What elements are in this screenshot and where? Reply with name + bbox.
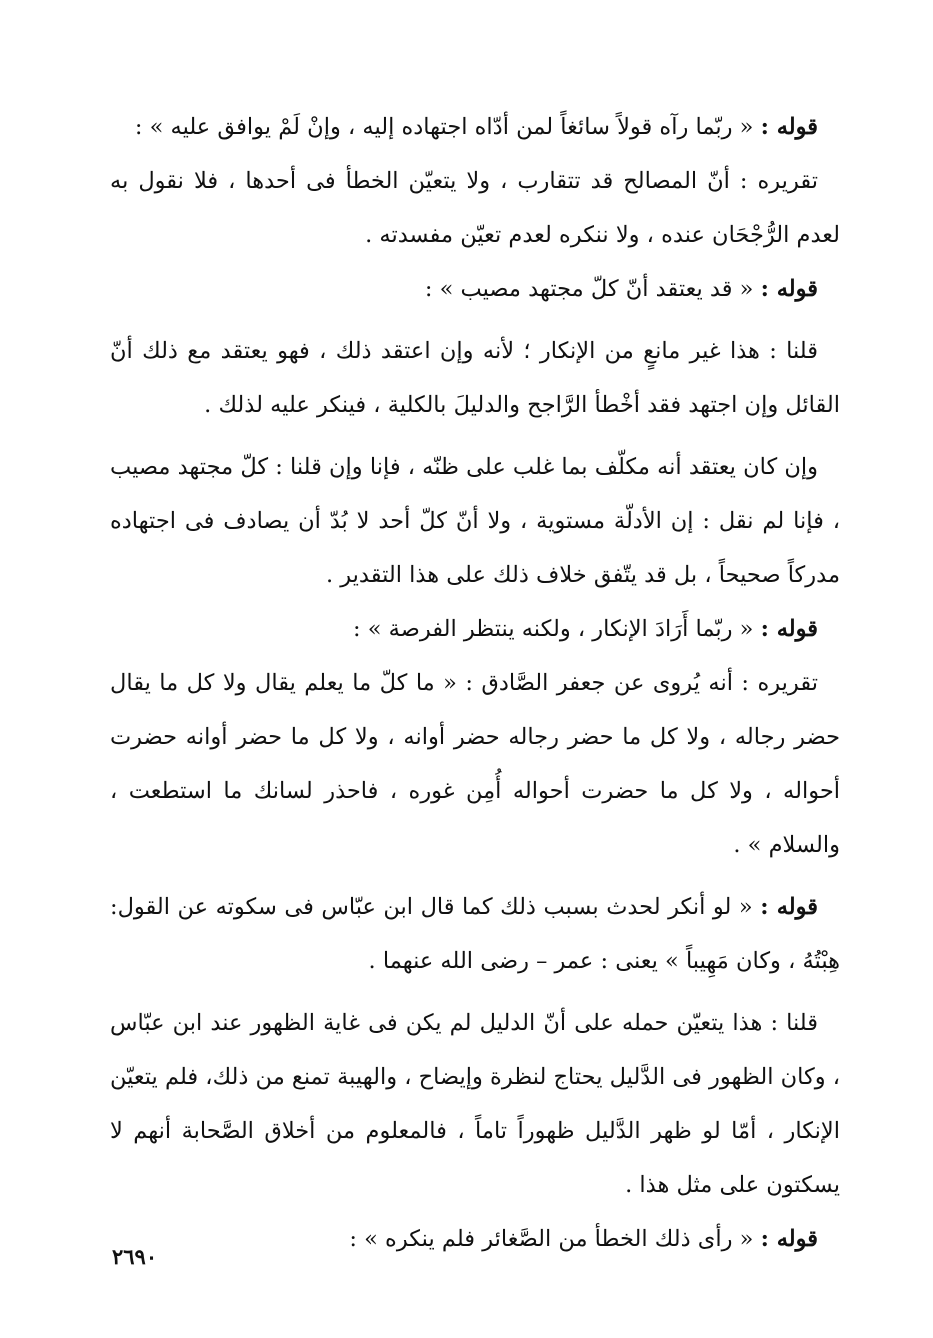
paragraph — [110, 440, 840, 602]
paragraph — [110, 154, 840, 262]
paragraph — [110, 880, 840, 988]
paragraph-text: « قد يعتقد أنّ كلّ مجتهد مصيب » : — [424, 276, 761, 302]
page-number: ٢٦٩٠ — [112, 1244, 158, 1269]
paragraph — [110, 602, 840, 656]
paragraph-text: « رأى ذلك الخطأ من الصَّغائر فلم ينكره » : — [349, 1226, 761, 1252]
paragraph-text: تقريره : أنّ المصالح قد تتقارب ، ولا يتعيّن الخطأ فى أحدها ، فلا نقول به لعدم الرُّجْحَان عنده ، ولا ننكره لعدم تعيّن مفسدته . — [110, 168, 840, 248]
paragraph-text: تقريره : أنه يُروى عن جعفر الصَّادق : « ما كلّ ما يعلم يقال ولا كل ما يقال حضر رجاله ، ولا كل ما حضر رجاله حضر أوانه ، ولا كل ما حضر أوانه حضرت أحواله ، ولا كل ما حضرت أحواله أُمِن غوره ، فاحذر لسانك ما استطعت ، والسلام » . — [110, 670, 841, 858]
paragraph — [110, 656, 840, 872]
paragraph-lead: قوله : — [760, 114, 818, 140]
paragraph-lead: قوله : — [760, 276, 818, 302]
paragraph-text: « ربّما رآه قولاً سائغاً لمن أدّاه اجتهاده إليه ، وإنْ لَمْ يوافق عليه » : — [134, 114, 761, 140]
paragraph — [110, 1212, 840, 1266]
paragraph-text: « لو أنكر لحدث بسبب ذلك كما قال ابن عبّاس فى سكوته عن القول: هِبْتُهُ ، وكان مَهِيباً » يعنى : عمر – رضى الله عنهما . — [110, 894, 840, 974]
paragraph-text: « ربّما أَرَادَ الإنكار ، ولكنه ينتظر الفرصة » : — [353, 616, 761, 642]
paragraph — [110, 324, 840, 432]
paragraph — [110, 262, 840, 316]
paragraph — [110, 100, 840, 154]
paragraph-text: قلنا : هذا يتعيّن حمله على أنّ الدليل لم يكن فى غاية الظهور عند ابن عبّاس ، وكان الظهور فى الدَّليل يحتاج لنظرة وإيضاح ، والهيبة تمنع من ذلك، فلم يتعيّن الإنكار ، أمّا لو ظهر الدَّليل ظهوراً تاماً ، فالمعلوم من أخلاق الصَّحابة أنهم لا يسكتون على مثل هذا . — [110, 1010, 840, 1198]
paragraph-lead: قوله : — [760, 894, 818, 920]
paragraph-lead: قوله : — [760, 616, 818, 642]
paragraph-text: قلنا : هذا غير مانعٍ من الإنكار ؛ لأنه وإن اعتقد ذلك ، فهو يعتقد مع ذلك أنّ القائل وإن اجتهد فقد أخْطأ الرَّاجح والدليلَ بالكلية ، فينكر عليه لذلك . — [110, 338, 840, 418]
paragraph — [110, 996, 840, 1212]
paragraph-lead: قوله : — [760, 1226, 818, 1252]
paragraph-text: وإن كان يعتقد أنه مكلّف بما غلب على ظنّه ، فإنا وإن قلنا : كلّ مجتهد مصيب ، فإنا لم نقل : إن الأدلّة مستوية ، ولا أنّ كلّ أحد لا بُدّ أن يصادف فى اجتهاده مدركاً صحيحاً ، بل قد يتّفق خلاف ذلك على هذا التقدير . — [110, 454, 840, 588]
document-body — [110, 100, 840, 1266]
